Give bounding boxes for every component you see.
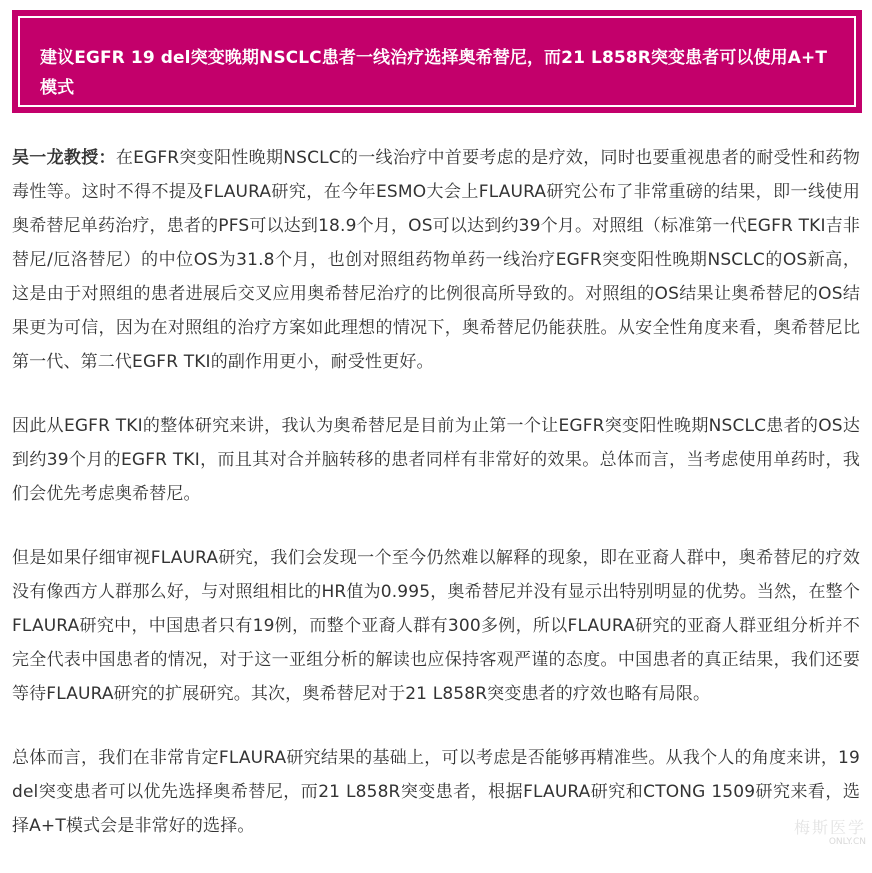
article-heading-frame xyxy=(18,16,856,107)
paragraph-4: 总体而言，我们在非常肯定FLAURA研究结果的基础上，可以考虑是否能够再精准些。从我个人的角度来讲，19 del突变患者可以优先选择奥希替尼，而21 L858R突变患者，根据FLAURA研究和CTONG 1509研究来看，选择A+T模式会是非常好的选择。 xyxy=(12,748,860,836)
paragraph-2: 因此从EGFR TKI的整体研究来讲，我认为奥希替尼是目前为止第一个让EGFR突变阳性晚期NSCLC患者的OS达到约39个月的EGFR TKI，而且其对合并脑转移的患者同样有非常好的效果。总体而言，当考虑使用单药时，我们会优先考虑奥希替尼。 xyxy=(12,416,860,504)
paragraph-3: 但是如果仔细审视FLAURA研究，我们会发现一个至今仍然难以解释的现象，即在亚裔人群中，奥希替尼的疗效没有像西方人群那么好，与对照组相比的HR值为0.995，奥希替尼并没有显示出特别明显的优势。当然，在整个FLAURA研究中，中国患者只有19例，而整个亚裔人群有300多例，所以FLAURA研究的亚裔人群亚组分析并不完全代表中国患者的情况，对于这一亚组分析的解读也应保持客观严谨的态度。中国患者的真正结果，我们还要等待FLAURA研究的扩展研究。其次，奥希替尼对于21 L858R突变患者的疗效也略有局限。 xyxy=(12,548,860,704)
article-heading-banner xyxy=(12,10,862,113)
article-body xyxy=(12,141,860,873)
watermark-logo: 梅斯医学 xyxy=(793,818,866,837)
watermark-site: ONLY.CN xyxy=(828,837,866,847)
site-watermark xyxy=(794,819,866,848)
paragraph-1-text: 在EGFR突变阳性晚期NSCLC的一线治疗中首要考虑的是疗效，同时也要重视患者的耐受性和药物毒性等。这时不得不提及FLAURA研究，在今年ESMO大会上FLAURA研究公布了非常重磅的结果，即一线使用奥希替尼单药治疗，患者的PFS可以达到18.9个月，OS可以达到约39个月。对照组（标准第一代EGFR TKI吉非替尼/厄洛替尼）的中位OS为31.8个月，也创对照组药物单药一线治疗EGFR突变阳性晚期NSCLC的OS新高，这是由于对照组的患者进展后交叉应用奥希替尼治疗的比例很高所导致的。对照组的OS结果让奥希替尼的OS结果更为可信，因为在对照组的治疗方案如此理想的情况下，奥希替尼仍能获胜。从安全性角度来看，奥希替尼比第一代、第二代EGFR TKI的副作用更小，耐受性更好。 xyxy=(12,148,861,372)
paragraph-1 xyxy=(12,141,860,379)
article-heading-title: 建议EGFR 19 del突变晚期NSCLC患者一线治疗选择奥希替尼，而21 L858R突变患者可以使用A+T模式 xyxy=(40,48,828,98)
speaker-name: 吴一龙教授： xyxy=(12,148,116,168)
